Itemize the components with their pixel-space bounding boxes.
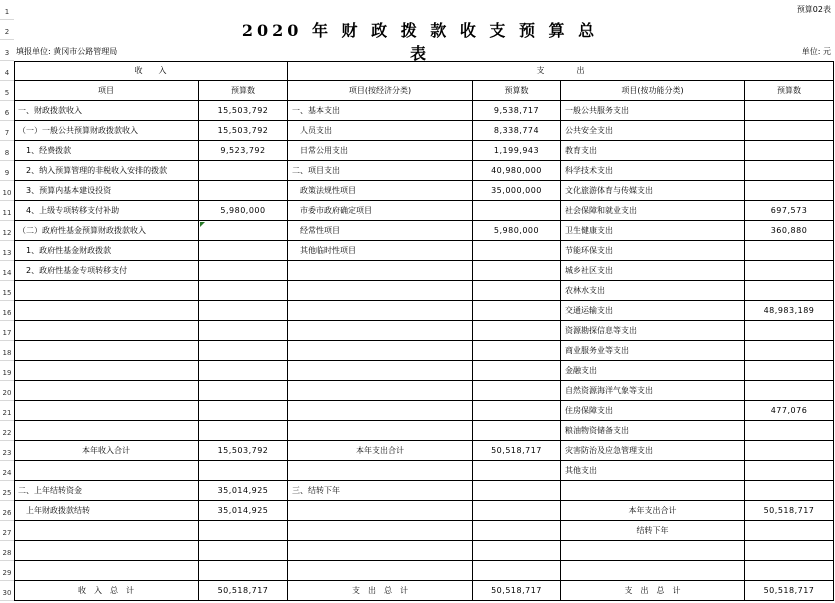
table-cell-c[interactable]: 二、项目支出 [288,161,473,181]
table-cell-b[interactable]: 15,503,792 [199,121,288,141]
table-cell-d[interactable] [473,341,561,361]
table-cell-e[interactable] [561,561,745,581]
table-cell-c[interactable] [288,561,473,581]
table-cell-a[interactable]: 本年收入合计 [14,441,199,461]
table-cell-e[interactable]: 一般公共服务支出 [561,101,745,121]
row-divider [0,180,14,181]
row-number[interactable]: 26 [2,509,12,517]
table-cell-d[interactable]: 50,518,717 [473,581,561,601]
table-cell-d[interactable] [473,381,561,401]
table-cell-b[interactable]: 35,014,925 [199,501,288,521]
table-cell-e[interactable]: 自然资源海洋气象等支出 [561,381,745,401]
row-divider [0,380,14,381]
expense-section-header[interactable]: 支 出 [288,61,834,81]
row-number[interactable]: 25 [2,489,12,497]
row-divider [0,320,14,321]
table-cell-d[interactable] [473,301,561,321]
table-cell-e[interactable]: 教育支出 [561,141,745,161]
row-divider [0,340,14,341]
row-divider [0,420,14,421]
table-cell-e[interactable]: 金融支出 [561,361,745,381]
row-number[interactable]: 18 [2,349,12,357]
table-cell-f[interactable] [745,261,834,281]
table-cell-b[interactable]: 50,518,717 [199,581,288,601]
col-income-item[interactable]: 项目 [14,81,199,101]
table-cell-d[interactable] [473,321,561,341]
table-cell-a[interactable] [14,321,199,341]
table-cell-a[interactable]: 上年财政拨款结转 [14,501,199,521]
table-cell-a[interactable] [14,521,199,541]
table-cell-a[interactable]: 2、纳入预算管理的非税收入安排的拨款 [14,161,199,181]
table-cell-c[interactable]: 日常公用支出 [288,141,473,161]
table-cell-a[interactable]: 1、政府性基金财政拨款 [14,241,199,261]
table-cell-e[interactable]: 本年支出合计 [561,501,745,521]
table-cell-d[interactable]: 1,199,943 [473,141,561,161]
row-number[interactable]: 24 [2,469,12,477]
row-divider [0,280,14,281]
row-divider [0,140,14,141]
table-cell-f[interactable] [745,481,834,501]
row-number[interactable]: 30 [2,589,12,597]
table-cell-b[interactable] [199,421,288,441]
table-cell-c[interactable] [288,261,473,281]
table-cell-a[interactable] [14,281,199,301]
reporting-unit: 填报单位: 黄冈市公路管理局 [16,47,118,56]
table-cell-f[interactable] [745,541,834,561]
row-number[interactable]: 11 [2,209,12,217]
table-cell-b[interactable] [199,461,288,481]
table-cell-f[interactable]: 48,983,189 [745,301,834,321]
table-cell-c[interactable]: 支 出 总 计 [288,581,473,601]
row-divider [0,400,14,401]
row-number[interactable]: 2 [4,28,10,36]
table-cell-a[interactable]: （二）政府性基金预算财政拨款收入 [14,221,199,241]
table-cell-a[interactable]: 收 入 总 计 [14,581,199,601]
row-divider [0,300,14,301]
row-divider [0,440,14,441]
table-cell-e[interactable]: 粮油物资储备支出 [561,421,745,441]
table-cell-f[interactable]: 477,076 [745,401,834,421]
table-cell-d[interactable] [473,281,561,301]
table-cell-e[interactable]: 节能环保支出 [561,241,745,261]
table-cell-f[interactable] [745,141,834,161]
table-cell-a[interactable]: 4、上级专项转移支付补助 [14,201,199,221]
row-divider [0,60,14,61]
row-divider [0,460,14,461]
row-number[interactable]: 23 [2,449,12,457]
table-cell-e[interactable]: 科学技术支出 [561,161,745,181]
row-divider [0,260,14,261]
row-number[interactable]: 28 [2,549,12,557]
row-divider [0,80,14,81]
table-cell-f[interactable] [745,361,834,381]
table-cell-e[interactable]: 结转下年 [561,521,745,541]
row-number[interactable]: 9 [4,169,10,177]
row-number[interactable]: 20 [2,389,12,397]
table-cell-a[interactable] [14,381,199,401]
row-divider [0,39,14,40]
table-cell-e[interactable]: 农林水支出 [561,281,745,301]
table-cell-f[interactable] [745,521,834,541]
col-econ-item[interactable]: 项目(按经济分类) [288,81,473,101]
table-cell-f[interactable] [745,381,834,401]
row-number[interactable]: 5 [4,89,10,97]
income-section-header[interactable]: 收 入 [14,61,288,81]
table-cell-d[interactable]: 5,980,000 [473,221,561,241]
table-cell-f[interactable]: 50,518,717 [745,501,834,521]
table-cell-a[interactable]: 3、预算内基本建设投资 [14,181,199,201]
row-number[interactable]: 10 [2,189,12,197]
row-divider [0,500,14,501]
table-cell-c[interactable] [288,461,473,481]
row-number[interactable]: 19 [2,369,12,377]
table-cell-c[interactable] [288,401,473,421]
col-func-budget[interactable]: 预算数 [745,81,834,101]
table-cell-e[interactable] [561,541,745,561]
row-divider [0,220,14,221]
table-cell-f[interactable]: 360,880 [745,221,834,241]
table-cell-a[interactable]: （一）一般公共预算财政拨款收入 [14,121,199,141]
table-cell-d[interactable] [473,241,561,261]
table-cell-a[interactable] [14,401,199,421]
row-number[interactable]: 7 [4,129,10,137]
table-cell-d[interactable] [473,541,561,561]
table-cell-b[interactable] [199,401,288,421]
row-number[interactable]: 3 [4,49,10,57]
table-cell-c[interactable] [288,381,473,401]
form-code: 预算02表 [796,5,831,14]
table-cell-c[interactable]: 市委市政府确定项目 [288,201,473,221]
row-number[interactable]: 14 [2,269,12,277]
table-cell-e[interactable]: 其他支出 [561,461,745,481]
error-indicator-icon [200,222,205,227]
col-econ-budget[interactable]: 预算数 [473,81,561,101]
table-cell-e[interactable] [561,481,745,501]
row-divider [0,160,14,161]
table-cell-a[interactable] [14,341,199,361]
table-cell-e[interactable]: 卫生健康支出 [561,221,745,241]
table-cell-a[interactable]: 一、财政拨款收入 [14,101,199,121]
table-cell-c[interactable] [288,421,473,441]
table-cell-b[interactable] [199,301,288,321]
table-cell-d[interactable] [473,501,561,521]
row-number[interactable]: 15 [2,289,12,297]
table-cell-e[interactable]: 住房保障支出 [561,401,745,421]
table-cell-f[interactable] [745,101,834,121]
row-number[interactable]: 4 [4,69,10,77]
table-cell-b[interactable] [199,221,288,241]
table-cell-e[interactable]: 灾害防治及应急管理支出 [561,441,745,461]
table-cell-f[interactable] [745,281,834,301]
table-cell-a[interactable]: 1、经费拨款 [14,141,199,161]
table-cell-f[interactable] [745,161,834,181]
row-number[interactable]: 8 [4,149,10,157]
table-cell-f[interactable] [745,461,834,481]
table-cell-b[interactable] [199,381,288,401]
table-cell-c[interactable]: 三、结转下年 [288,481,473,501]
table-cell-f[interactable]: 50,518,717 [745,581,834,601]
table-cell-b[interactable]: 35,014,925 [199,481,288,501]
row-divider [0,540,14,541]
row-number[interactable]: 16 [2,309,12,317]
table-cell-d[interactable] [473,201,561,221]
row-number[interactable]: 27 [2,529,12,537]
row-number[interactable]: 22 [2,429,12,437]
table-cell-e[interactable]: 交通运输支出 [561,301,745,321]
currency-unit: 单位: 元 [801,47,831,56]
table-cell-e[interactable]: 公共安全支出 [561,121,745,141]
table-cell-f[interactable] [745,341,834,361]
table-cell-f[interactable] [745,181,834,201]
row-divider [0,100,14,101]
table-cell-b[interactable] [199,181,288,201]
table-cell-d[interactable]: 50,518,717 [473,441,561,461]
table-cell-d[interactable] [473,421,561,441]
table-cell-b[interactable]: 9,523,792 [199,141,288,161]
page-title: 2020 年 财 政 拨 款 收 支 预 算 总 表 [241,21,599,63]
table-cell-a[interactable] [14,561,199,581]
table-cell-c[interactable] [288,281,473,301]
table-cell-e[interactable]: 社会保障和就业支出 [561,201,745,221]
table-cell-b[interactable] [199,521,288,541]
table-cell-d[interactable] [473,521,561,541]
table-cell-b[interactable] [199,341,288,361]
table-cell-c[interactable] [288,301,473,321]
row-divider [0,520,14,521]
row-divider [0,19,14,20]
table-cell-c[interactable] [288,361,473,381]
table-cell-c[interactable] [288,321,473,341]
row-divider [0,600,14,601]
table-cell-b[interactable] [199,361,288,381]
table-cell-f[interactable] [745,561,834,581]
table-cell-b[interactable] [199,261,288,281]
col-income-budget[interactable]: 预算数 [199,81,288,101]
table-cell-d[interactable]: 9,538,717 [473,101,561,121]
table-cell-e[interactable]: 商业服务业等支出 [561,341,745,361]
table-cell-a[interactable]: 2、政府性基金专项转移支付 [14,261,199,281]
table-cell-d[interactable]: 35,000,000 [473,181,561,201]
table-cell-d[interactable] [473,361,561,381]
row-divider [0,480,14,481]
table-cell-c[interactable]: 政策法规性项目 [288,181,473,201]
table-cell-c[interactable] [288,541,473,561]
table-cell-e[interactable]: 文化旅游体育与传媒支出 [561,181,745,201]
table-cell-a[interactable] [14,541,199,561]
table-cell-a[interactable] [14,301,199,321]
table-cell-e[interactable]: 资源勘探信息等支出 [561,321,745,341]
row-divider [0,560,14,561]
table-cell-a[interactable] [14,461,199,481]
table-cell-b[interactable] [199,161,288,181]
table-cell-d[interactable] [473,561,561,581]
row-divider [0,360,14,361]
table-cell-c[interactable]: 一、基本支出 [288,101,473,121]
table-cell-c[interactable]: 其他临时性项目 [288,241,473,261]
table-cell-c[interactable]: 经常性项目 [288,221,473,241]
row-divider [0,240,14,241]
table-cell-a[interactable] [14,361,199,381]
row-number[interactable]: 12 [2,229,12,237]
table-cell-f[interactable] [745,441,834,461]
table-cell-c[interactable] [288,521,473,541]
table-cell-b[interactable] [199,561,288,581]
row-number[interactable]: 21 [2,409,12,417]
table-cell-d[interactable]: 8,338,774 [473,121,561,141]
table-cell-c[interactable]: 人员支出 [288,121,473,141]
table-cell-b[interactable] [199,321,288,341]
table-cell-d[interactable] [473,481,561,501]
table-cell-f[interactable] [745,321,834,341]
table-cell-b[interactable]: 15,503,792 [199,101,288,121]
table-cell-b[interactable]: 15,503,792 [199,441,288,461]
table-cell-c[interactable] [288,501,473,521]
row-divider [0,120,14,121]
table-cell-b[interactable] [199,541,288,561]
table-cell-c[interactable] [288,341,473,361]
table-cell-e[interactable]: 城乡社区支出 [561,261,745,281]
table-cell-d[interactable] [473,261,561,281]
col-func-item[interactable]: 项目(按功能分类) [561,81,745,101]
table-cell-c[interactable]: 本年支出合计 [288,441,473,461]
table-cell-a[interactable]: 二、上年结转资金 [14,481,199,501]
table-cell-d[interactable] [473,401,561,421]
table-cell-f[interactable] [745,121,834,141]
table-cell-d[interactable]: 40,980,000 [473,161,561,181]
row-number[interactable]: 6 [4,109,10,117]
table-cell-f[interactable]: 697,573 [745,201,834,221]
table-cell-f[interactable] [745,241,834,261]
row-number[interactable]: 1 [4,8,10,16]
row-divider [0,200,14,201]
row-number[interactable]: 17 [2,329,12,337]
table-cell-b[interactable] [199,241,288,261]
table-cell-b[interactable] [199,281,288,301]
table-cell-f[interactable] [745,421,834,441]
row-number[interactable]: 29 [2,569,12,577]
table-cell-b[interactable]: 5,980,000 [199,201,288,221]
row-number[interactable]: 13 [2,249,12,257]
table-cell-e[interactable]: 支 出 总 计 [561,581,745,601]
row-divider [0,580,14,581]
table-cell-d[interactable] [473,461,561,481]
table-cell-a[interactable] [14,421,199,441]
